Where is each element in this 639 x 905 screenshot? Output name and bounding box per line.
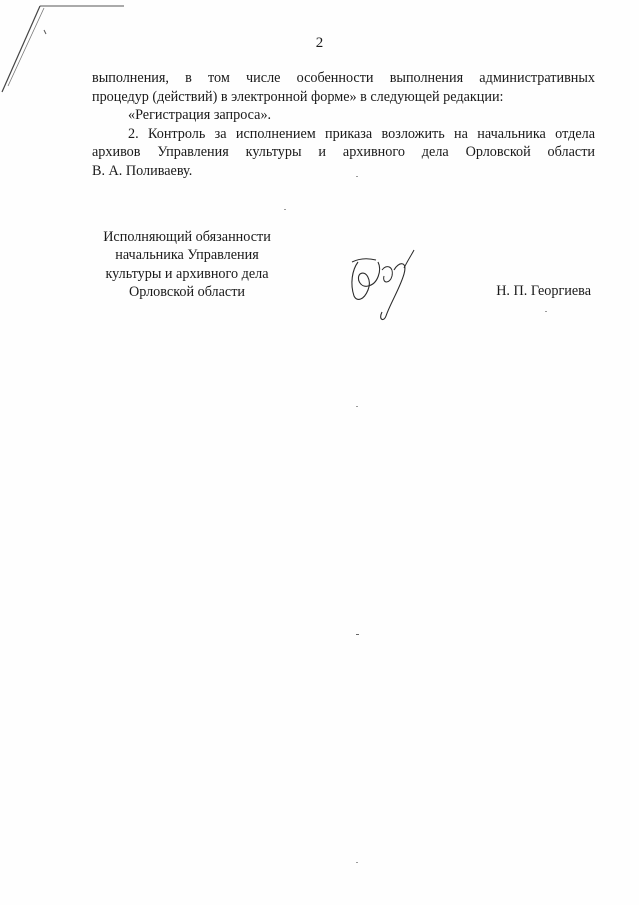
- page-number: 2: [315, 35, 324, 51]
- body-line: процедур (действий) в электронной форме» в следующей редакции:: [92, 88, 504, 105]
- body-text: [92, 69, 595, 181]
- handwritten-signature: [338, 240, 428, 330]
- signatory-position-line: Исполняющий обязанности: [103, 229, 271, 245]
- scan-speck: [284, 209, 286, 210]
- body-line: 2. Контроль за исполнением приказа возложить на начальника отдела: [128, 125, 595, 142]
- body-line: выполнения, в том числе особенности выполнения административных: [92, 70, 595, 86]
- scan-speck: [356, 634, 359, 635]
- scan-speck: [356, 406, 358, 407]
- scan-speck: [545, 311, 547, 312]
- body-line: архивов Управления культуры и архивного дела Орловской области: [92, 144, 595, 161]
- body-line: В. А. Поливаеву.: [92, 162, 193, 179]
- signatory-name: Н. П. Георгиева: [496, 283, 591, 299]
- scan-speck: [356, 862, 358, 863]
- signatory-position-line: начальника Управления: [115, 247, 259, 264]
- scan-speck: [356, 176, 358, 177]
- signatory-position: [92, 228, 282, 302]
- signatory-position-line: Орловской области: [128, 284, 246, 301]
- signatory-position-line: культуры и архивного дела: [105, 265, 269, 282]
- body-line: «Регистрация запроса».: [128, 107, 272, 124]
